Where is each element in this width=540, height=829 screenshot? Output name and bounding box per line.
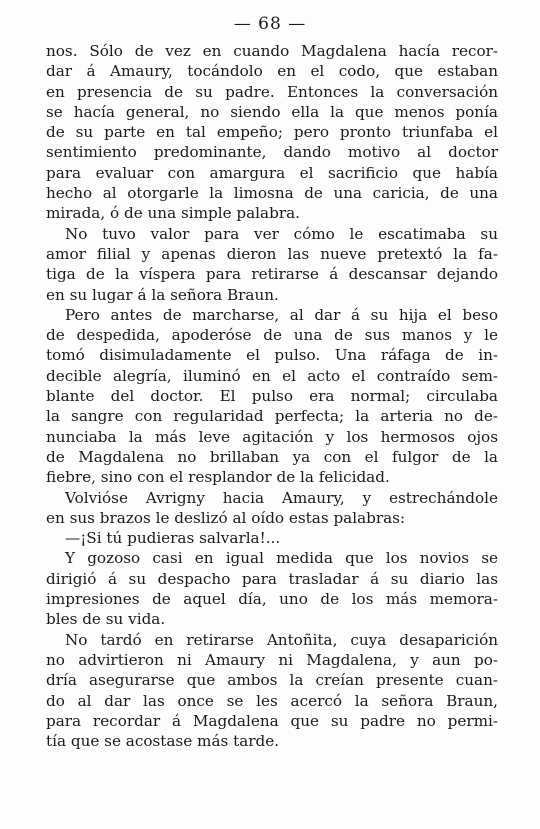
text-line: amor filial y apenas dieron las nueve pretextó la fa- xyxy=(46,244,498,263)
text-line: la sangre con regularidad perfecta; la arteria no de- xyxy=(46,407,498,426)
text-line: tiga de la víspera para retirarse á descansar dejando xyxy=(46,265,498,284)
text-line: do al dar las once se les acercó la señora Braun, xyxy=(46,691,498,710)
text-line: en sus brazos le deslizó al oído estas palabras: xyxy=(46,508,406,527)
text-line: se hacía general, no siendo ella la que menos ponía xyxy=(46,102,498,121)
text-line: —¡Si tú pudieras salvarla!... xyxy=(65,529,281,548)
text-line: No tardó en retirarse Antoñita, cuya desaparición xyxy=(65,630,498,649)
text-line: impresiones de aquel día, uno de los más memora- xyxy=(46,590,498,609)
text-line: hecho al otorgarle la limosna de una caricia, de una xyxy=(46,184,498,203)
text-line: dar á Amaury, tocándolo en el codo, que estaban xyxy=(46,62,498,81)
text-line: decible alegría, iluminó en el acto el contraído sem- xyxy=(46,366,498,385)
page-number: — 68 — xyxy=(233,14,307,34)
text-line: de su parte en tal empeño; pero pronto triunfaba el xyxy=(46,123,498,142)
text-line: Volvióse Avrigny hacia Amaury, y estrechándole xyxy=(65,488,498,507)
text-line: tomó disimuladamente el pulso. Una ráfaga de in- xyxy=(46,346,498,365)
text-line: Pero antes de marcharse, al dar á su hija el beso xyxy=(65,305,498,324)
text-line: fiebre, sino con el resplandor de la felicidad. xyxy=(46,468,390,487)
body-text xyxy=(46,41,498,751)
text-line: dirigió á su despacho para trasladar á su diario las xyxy=(46,569,498,588)
text-line: en presencia de su padre. Entonces la conversación xyxy=(46,82,498,101)
text-line: de despedida, apoderóse de una de sus manos y le xyxy=(46,326,498,345)
text-line: sentimiento predominante, dando motivo al doctor xyxy=(46,143,498,162)
text-line: nunciaba la más leve agitación y los hermosos ojos xyxy=(46,427,498,446)
text-line: para recordar á Magdalena que su padre no permi- xyxy=(46,711,498,730)
text-line: dría asegurarse que ambos la creían presente cuan- xyxy=(46,671,498,690)
text-line: en su lugar á la señora Braun. xyxy=(46,285,279,304)
text-line: Y gozoso casi en igual medida que los novios se xyxy=(65,549,498,568)
text-line: No tuvo valor para ver cómo le escatimaba su xyxy=(65,224,498,243)
text-line: tía que se acostase más tarde. xyxy=(46,732,280,751)
text-line: bles de su vida. xyxy=(46,610,166,629)
text-line: nos. Sólo de vez en cuando Magdalena hacía recor- xyxy=(46,42,498,60)
text-line: no advirtieron ni Amaury ni Magdalena, y aun po- xyxy=(46,650,498,669)
text-line: blante del doctor. El pulso era normal; circulaba xyxy=(46,387,498,406)
text-line: mirada, ó de una simple palabra. xyxy=(46,204,300,223)
text-line: de Magdalena no brillaban ya con el fulgor de la xyxy=(46,447,498,466)
text-line: para evaluar con amargura el sacrificio que había xyxy=(46,163,498,182)
